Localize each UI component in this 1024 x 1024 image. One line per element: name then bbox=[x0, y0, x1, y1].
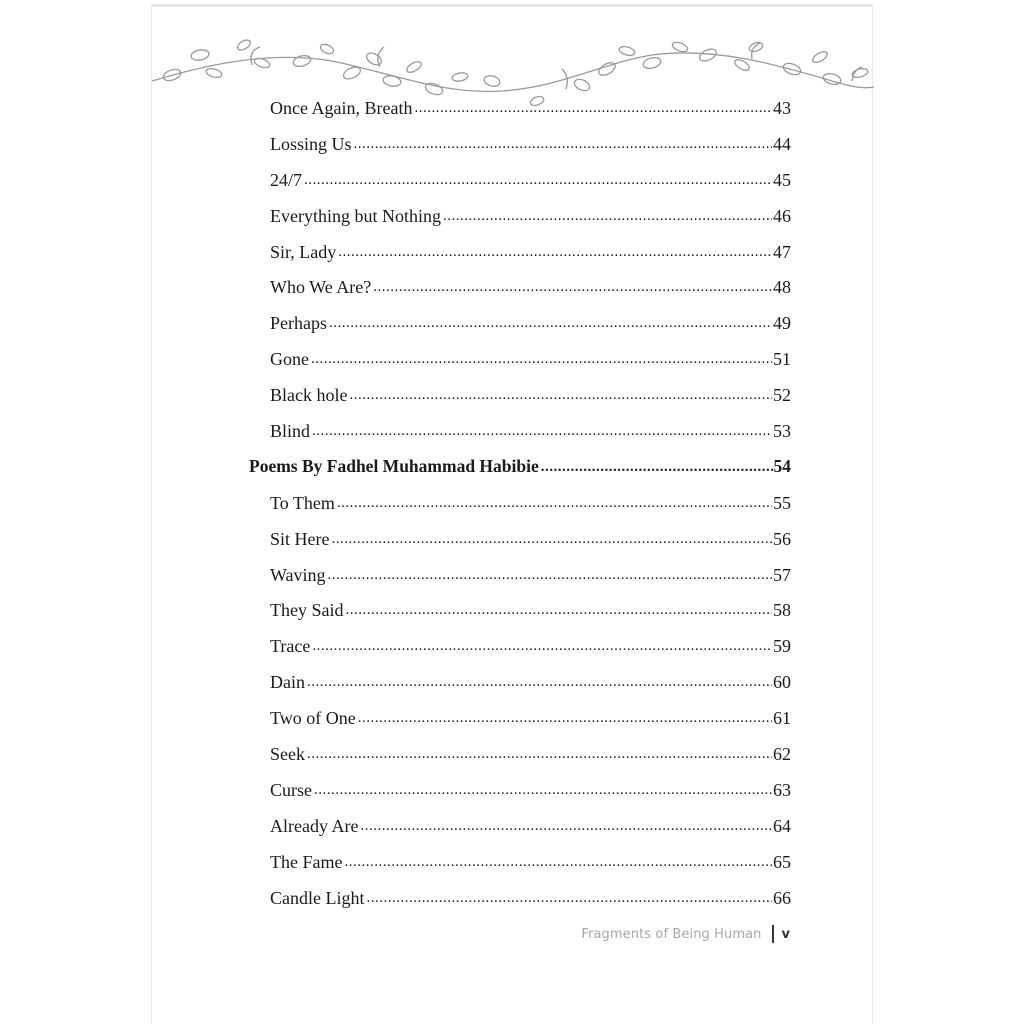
toc-entry bbox=[249, 126, 791, 162]
toc-entry-title: They Said bbox=[270, 600, 344, 621]
dot-leader bbox=[541, 458, 773, 476]
toc-entry bbox=[249, 90, 791, 126]
dot-leader bbox=[366, 889, 772, 907]
toc-entry-page: 58 bbox=[773, 600, 791, 621]
toc-entry-title: Black hole bbox=[270, 385, 348, 406]
toc-entry-title: Candle Light bbox=[270, 887, 365, 908]
page-number: v bbox=[781, 926, 790, 942]
dot-leader bbox=[338, 243, 772, 261]
toc-entry-page: 52 bbox=[773, 385, 791, 406]
toc-entry-page: 53 bbox=[773, 420, 791, 441]
dot-leader bbox=[344, 853, 772, 871]
toc-entry bbox=[249, 341, 791, 377]
toc-entry bbox=[249, 485, 791, 521]
toc-entry-page: 61 bbox=[773, 708, 791, 729]
toc-entry bbox=[249, 808, 791, 844]
toc-entry bbox=[249, 198, 791, 234]
toc-entry-title: Who We Are? bbox=[270, 277, 372, 298]
toc-entry bbox=[249, 557, 791, 593]
page-footer bbox=[581, 925, 790, 943]
toc-entry-title: To Them bbox=[270, 492, 335, 513]
dot-leader bbox=[414, 99, 772, 117]
dot-leader bbox=[346, 601, 773, 619]
toc-entry-page: 55 bbox=[773, 492, 791, 513]
dot-leader bbox=[328, 566, 772, 584]
toc-entry-title: Perhaps bbox=[270, 313, 327, 334]
toc-entry-title: Dain bbox=[270, 672, 305, 693]
dot-leader bbox=[314, 781, 772, 799]
toc-entry bbox=[249, 592, 791, 628]
toc-entry-title: Poems By Fadhel Muhammad Habibie bbox=[249, 456, 539, 477]
dot-leader bbox=[304, 171, 772, 189]
toc-entry bbox=[249, 700, 791, 736]
dot-leader bbox=[307, 745, 772, 763]
dot-leader bbox=[443, 207, 772, 225]
toc-entry-title: 24/7 bbox=[270, 169, 303, 190]
toc-entry-page: 56 bbox=[773, 528, 791, 549]
dot-leader bbox=[373, 278, 772, 296]
toc-entry bbox=[249, 413, 791, 449]
toc-entry bbox=[249, 305, 791, 341]
dot-leader bbox=[312, 637, 772, 655]
toc-entry bbox=[249, 844, 791, 880]
toc-entry bbox=[249, 736, 791, 772]
toc-entry-page: 66 bbox=[773, 887, 791, 908]
dot-leader bbox=[358, 709, 772, 727]
toc-entry-page: 64 bbox=[773, 815, 791, 836]
document-page bbox=[151, 4, 873, 1024]
toc-entry-page: 65 bbox=[773, 851, 791, 872]
toc-entry-page: 54 bbox=[773, 456, 791, 477]
toc-entry-title: Gone bbox=[270, 349, 309, 370]
toc-entry bbox=[249, 377, 791, 413]
toc-entry-page: 57 bbox=[773, 564, 791, 585]
toc-entry bbox=[249, 628, 791, 664]
dot-leader bbox=[312, 422, 772, 440]
toc-entry-title: Blind bbox=[270, 420, 311, 441]
toc-entry bbox=[249, 234, 791, 270]
toc-entry bbox=[249, 664, 791, 700]
toc-entry-page: 43 bbox=[773, 97, 791, 118]
footer-divider bbox=[772, 925, 774, 943]
toc-entry-title: Lossing Us bbox=[270, 133, 352, 154]
dot-leader bbox=[329, 314, 772, 332]
toc-section-entry bbox=[249, 449, 791, 485]
toc-entry-title: Two of One bbox=[270, 708, 356, 729]
toc-entry-page: 46 bbox=[773, 205, 791, 226]
dot-leader bbox=[307, 673, 772, 691]
toc-entry-page: 59 bbox=[773, 636, 791, 657]
toc-entry-title: Seek bbox=[270, 743, 305, 764]
dot-leader bbox=[331, 530, 772, 548]
toc-entry-title: Once Again, Breath bbox=[270, 97, 413, 118]
toc-entry bbox=[249, 880, 791, 916]
toc-entry bbox=[249, 269, 791, 305]
dot-leader bbox=[360, 817, 772, 835]
toc-entry-title: Sir, Lady bbox=[270, 241, 337, 262]
dot-leader bbox=[311, 350, 772, 368]
toc-entry-page: 48 bbox=[773, 277, 791, 298]
toc-entry-page: 60 bbox=[773, 672, 791, 693]
toc-entry-page: 51 bbox=[773, 349, 791, 370]
toc-entry-page: 63 bbox=[773, 779, 791, 800]
toc-entry-title: The Fame bbox=[270, 851, 343, 872]
toc-entry bbox=[249, 162, 791, 198]
toc-entry bbox=[249, 772, 791, 808]
dot-leader bbox=[349, 386, 772, 404]
toc-entry-title: Everything but Nothing bbox=[270, 205, 441, 226]
toc-entry-title: Sit Here bbox=[270, 528, 330, 549]
toc-entry-page: 62 bbox=[773, 743, 791, 764]
toc-entry-page: 47 bbox=[773, 241, 791, 262]
toc-entry-page: 45 bbox=[773, 169, 791, 190]
toc-entry-page: 44 bbox=[773, 133, 791, 154]
toc-entry-title: Waving bbox=[270, 564, 326, 585]
running-title: Fragments of Being Human bbox=[581, 926, 762, 942]
table-of-contents bbox=[249, 90, 791, 915]
toc-entry-title: Trace bbox=[270, 636, 311, 657]
dot-leader bbox=[337, 494, 772, 512]
toc-entry bbox=[249, 521, 791, 557]
dot-leader bbox=[354, 135, 772, 153]
toc-entry-page: 49 bbox=[773, 313, 791, 334]
toc-entry-title: Curse bbox=[270, 779, 312, 800]
toc-entry-title: Already Are bbox=[270, 815, 359, 836]
